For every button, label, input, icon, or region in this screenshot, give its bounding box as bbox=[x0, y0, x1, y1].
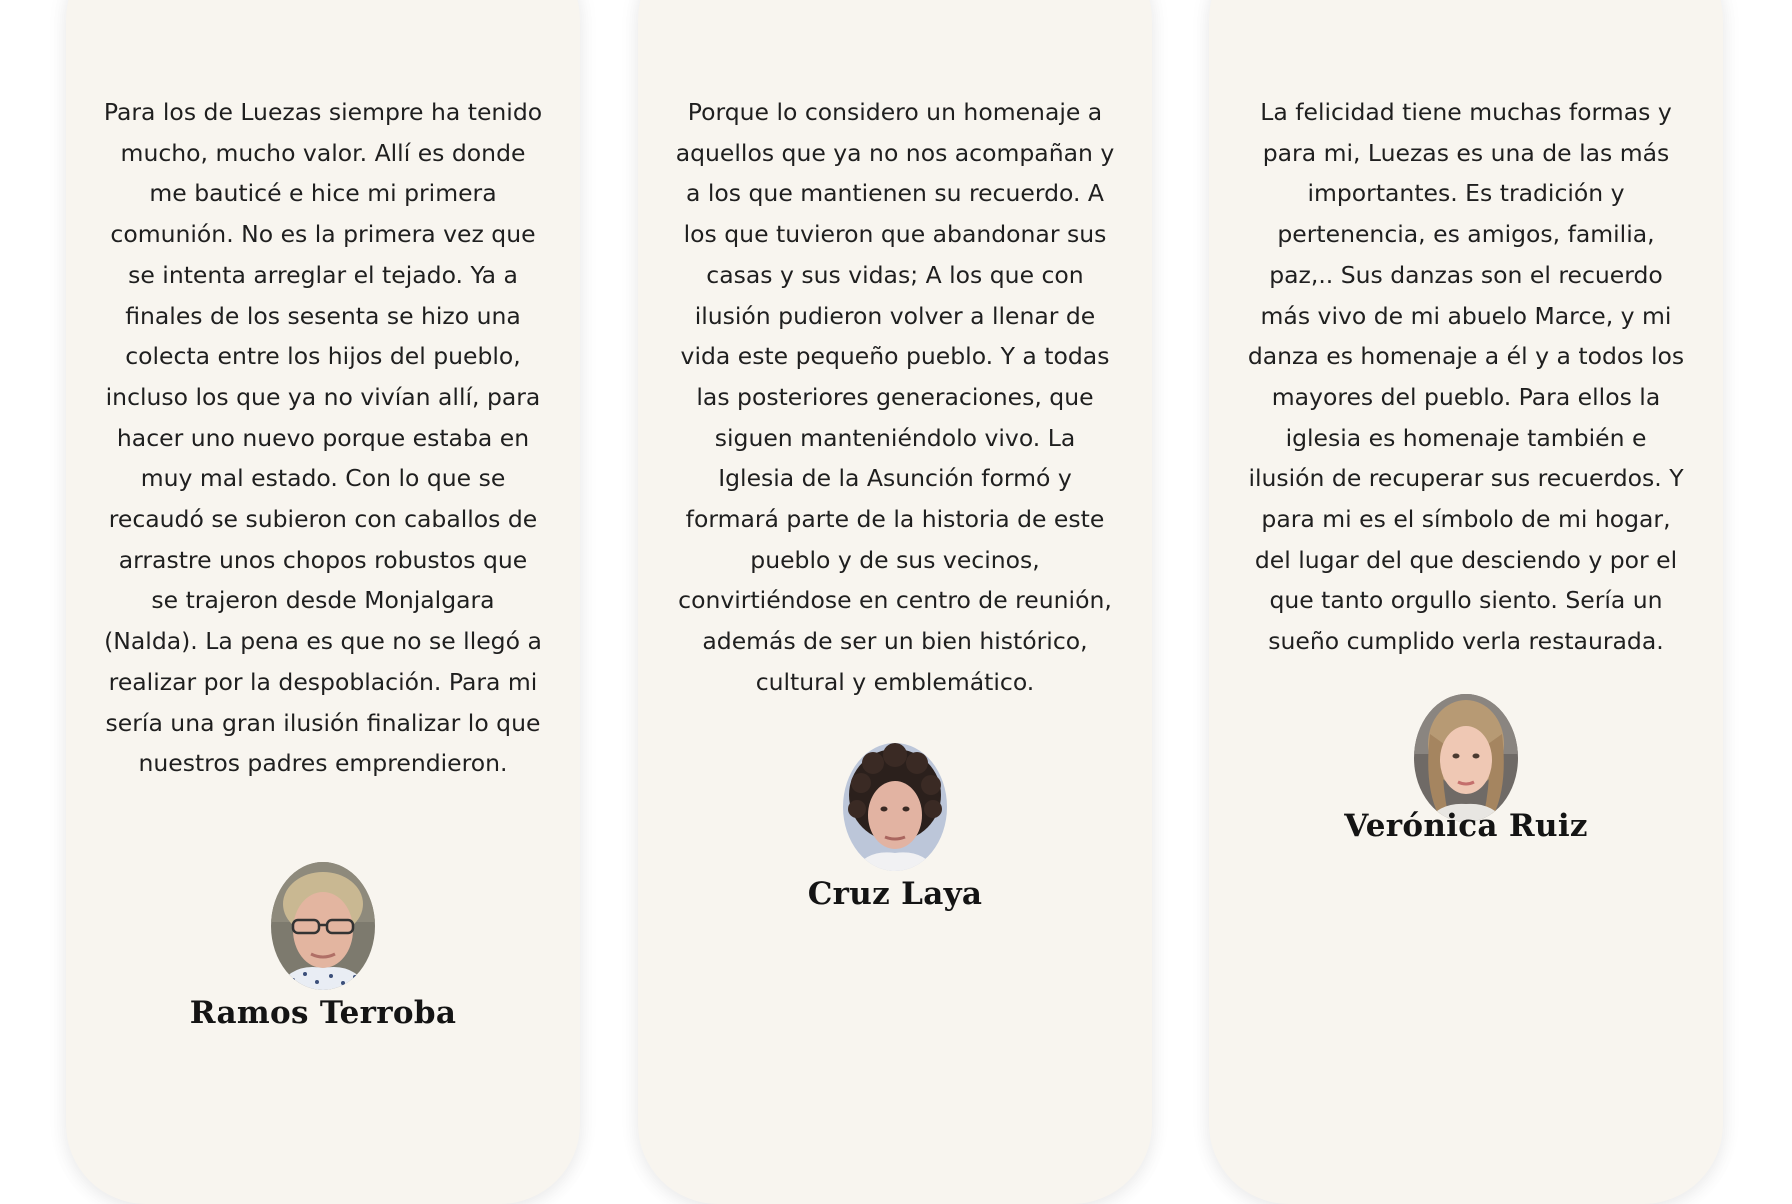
avatar bbox=[843, 743, 947, 871]
testimonial-card bbox=[66, 0, 580, 1204]
testimonial-name: Ramos Terroba bbox=[189, 995, 457, 1031]
young-woman-portrait-icon bbox=[1414, 694, 1518, 822]
testimonial-card bbox=[638, 0, 1152, 1204]
testimonial-quote: Para los de Luezas siempre ha tenido mucho, mucho valor. Allí es donde me bauticé e hice mi primera comunión. No es la primera vez que se intenta arreglar el tejado. Ya a finales de los sesenta se hizo una colecta entre los hijos del pueblo, incluso los que ya no vivían allí, para hacer uno nuevo porque estaba en muy mal estado. Con lo que se recaudó se subieron con caballos de arrastre unos chopos robustos que se trajeron desde Monjalgara (Nalda). La pena es que no se llegó a realizar por la despoblación. Para mi sería una gran ilusión finalizar lo que nuestros padres emprendieron. bbox=[103, 98, 543, 778]
testimonial-card bbox=[1209, 0, 1723, 1204]
curly-haired-woman-portrait-icon bbox=[843, 743, 947, 871]
elderly-woman-portrait-icon bbox=[271, 862, 375, 990]
testimonial-name: Verónica Ruiz bbox=[1344, 808, 1588, 844]
avatar bbox=[271, 862, 375, 990]
testimonial-quote: La felicidad tiene muchas formas y para mi, Luezas es una de las más importantes. Es tradición y pertenencia, es amigos, familia, paz,.. Sus danzas son el recuerdo más vivo de mi abuelo Marce, y mi danza es homenaje a él y a todos los mayores del pueblo. Para ellos la iglesia es homenaje también e ilusión de recuperar sus recuerdos. Y para mi es el símbolo de mi hogar, del lugar del que desciendo y por el que tanto orgullo siento. Sería un sueño cumplido verla restaurada. bbox=[1247, 98, 1685, 656]
testimonial-quote: Porque lo considero un homenaje a aquellos que ya no nos acompañan y a los que mantienen su recuerdo. A los que tuvieron que abandonar sus casas y sus vidas; A los que con ilusión pudieron volver a llenar de vida este pequeño pueblo. Y a todas las posteriores generaciones, que siguen manteniéndolo vivo. La Iglesia de la Asunción formó y formará parte de la historia de este pueblo y de sus vecinos, convirtiéndose en centro de reunión, además de ser un bien histórico, cultural y emblemático. bbox=[675, 98, 1115, 696]
avatar bbox=[1414, 694, 1518, 822]
testimonial-name: Cruz Laya bbox=[807, 876, 983, 912]
